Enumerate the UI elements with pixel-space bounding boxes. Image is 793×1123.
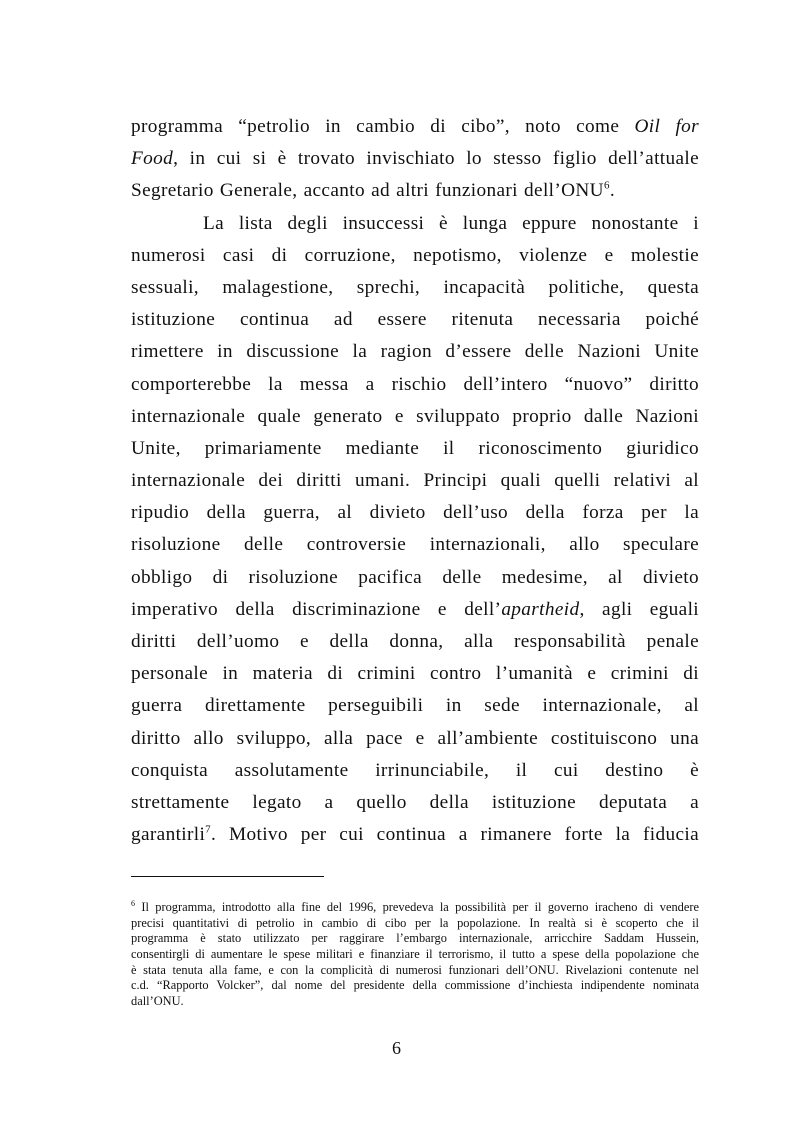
text-line: Segretario Generale, accanto ad altri funzionari dell’ONU$^6$.: [131, 179, 615, 202]
text-line: istituzione continua ad essere ritenuta necessaria poiché: [131, 309, 699, 331]
footnote-marker: 6: [131, 900, 135, 908]
text-line: guerra direttamente perseguibili in sede internazionale, al: [131, 695, 699, 717]
footnote-6: [131, 900, 699, 1010]
text-line: obbligo di risoluzione pacifica delle medesime, al divieto: [131, 566, 699, 588]
text-line: rimettere in discussione la ragion d’essere delle Nazioni Unite: [131, 341, 699, 363]
text-line: personale in materia di crimini contro l’umanità e crimini di: [131, 663, 699, 685]
footnote-line: c.d. “Rapporto Volcker”, dal nome del presidente della commissione d’inchiesta indipendente nominata: [131, 978, 699, 993]
text-line: strettamente legato a quello della istituzione deputata a: [131, 791, 699, 813]
text-line: numerosi casi di corruzione, nepotismo, violenze e molestie: [131, 244, 699, 266]
text-line: diritti dell’uomo e della donna, alla responsabilità penale: [131, 631, 699, 652]
italic-term: apartheid: [501, 598, 580, 620]
footnote-line: è stata tenuta alla fame, e con la complicità di numerosi funzionari dell’ONU. Rivelazioni contenute nel: [131, 962, 699, 977]
footnote-line: consentirgli di aumentare le spese militari e finanziare il terrorismo, il tutto a spese della popolazione che: [131, 947, 699, 962]
text-line: diritto allo sviluppo, alla pace e all’ambiente costituiscono una: [131, 727, 699, 749]
text-line: Unite, primariamente mediante il riconoscimento giuridico: [131, 437, 699, 459]
text-line: comporterebbe la messa a rischio dell’intero “nuovo” diritto: [131, 373, 699, 395]
text-line: programma “petrolio in cambio di cibo”, noto come Oil for: [131, 116, 699, 137]
italic-term: Oil for: [634, 116, 699, 137]
text-line: La lista degli insuccessi è lunga eppure nonostante i: [203, 212, 699, 234]
footnote-separator: [131, 876, 324, 877]
text-line: imperativo della discriminazione e dell’apartheid, agli eguali: [131, 598, 699, 620]
text-line: sessuali, malagestione, sprechi, incapacità politiche, questa: [131, 276, 699, 298]
footnote-ref-7[interactable]: 7: [205, 823, 212, 836]
footnote-ref-6[interactable]: 6: [603, 179, 610, 192]
body-text: [131, 111, 699, 851]
text-line: internazionale dei diritti umani. Principi quali quelli relativi al: [131, 470, 699, 492]
footnote-line: $^6$ Il programma, introdotto alla fine del 1996, prevedeva la possibilità per il governo iracheno di vendere: [131, 900, 699, 914]
text-line: risoluzione delle controversie internazionali, allo speculare: [131, 534, 699, 556]
text-line: garantirli$^7$. Motivo per cui continua a rimanere forte la fiducia: [131, 823, 699, 846]
page-number: 6: [392, 1038, 401, 1058]
text-line: Food, in cui si è trovato invischiato lo stesso figlio dell’attuale: [131, 148, 699, 170]
italic-term: Food: [131, 148, 174, 170]
text-line: internazionale quale generato e sviluppato proprio dalle Nazioni: [131, 405, 699, 427]
footnote-line: programma è stato utilizzato per raggirare l’embargo internazionale, arricchire Saddam Hussein,: [131, 931, 699, 946]
text-line: conquista assolutamente irrinunciabile, il cui destino è: [131, 759, 699, 781]
footnote-line: precisi quantitativi di petrolio in cambio di cibo per la popolazione. In realtà si è scoperto che il: [131, 915, 699, 930]
footnote-line: dall’ONU.: [131, 994, 184, 1009]
text-line: ripudio della guerra, al divieto dell’uso della forza per la: [131, 502, 699, 524]
